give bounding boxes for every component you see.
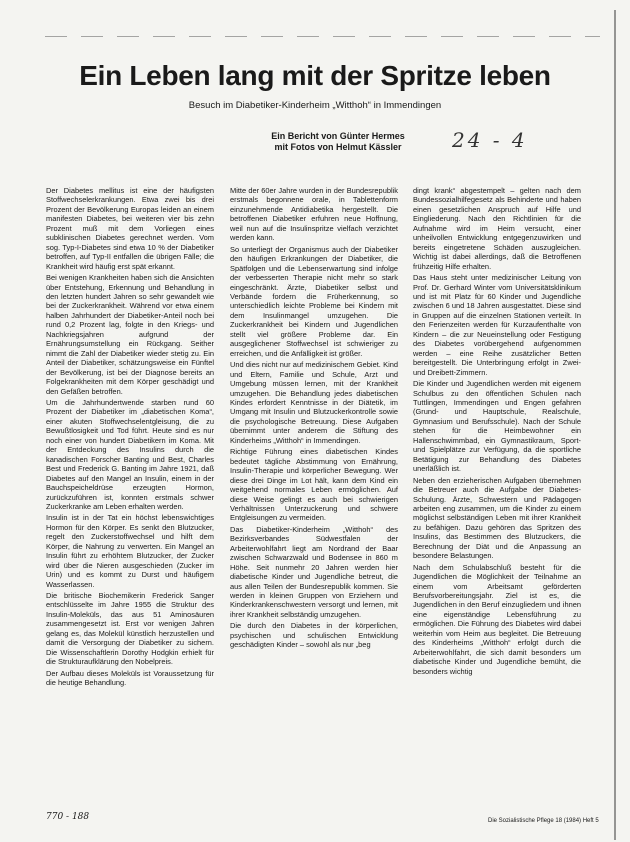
paragraph: Und dies nicht nur auf medizinischem Gebiet. Kind und Eltern, Familie und Schule, Arzt und Umgebung müssen lernen, mit der Krankheit umzugehen. Die Behandlung jedes diabetischen Kindes erfordert Kenntnisse in der Diätetik, im Umgang mit Insulin und Blutzuckerkontrolle sowie die psychologische Betreuung. Diese Aufgaben übernimmt unter anderem die Stiftung des Kinderheims „Witthoh“ in Immendingen. <box>230 360 398 445</box>
paragraph: Der Aufbau dieses Moleküls ist Voraussetzung für die heutige Behandlung. <box>46 668 214 688</box>
handwritten-note: 24 - 4 <box>452 128 528 152</box>
paragraph: Richtige Führung eines diabetischen Kindes bedeutet tägliche Abstimmung von Ernährung, Insulin-Therapie und körperlicher Bewegung. Wer diese drei Dinge im Lot hält, kann dem Kind ein weitgehend normales Leben ermöglichen. Auf diese Weise gelingt es auch bei schwierigen Verhältnissen Unterzuckerung und schwere Entgleisungen zu vermeiden. <box>230 447 398 523</box>
article-title: Ein Leben lang mit der Spritze leben <box>79 60 551 91</box>
paragraph: Die durch den Diabetes in der körperlichen, psychischen und schulischen Entwicklung geschädigten Kinder – sowohl als nur „beg <box>230 621 398 650</box>
paragraph: Um die Jahrhundertwende starben rund 60 Prozent der Diabetiker im „diabetischen Koma“, einer akuten Stoffwechselentgleisung, die zu Bewußtlosigkeit und Tod führt. Heute sind es nur noch einer von hundert Diabetikern im Koma. Mit der Entdeckung des Insulins durch die kanadischen Forscher Banting und Best, Charles Best und Frederick G. Banting im Jahre 1921, daß Diabetes auf den Mangel an Insulin, einem in der Bauchspeicheldrüse erzeugten Hormon, zurückzuführen ist, konnten erstmals schwer Zuckerkranke am Leben erhalten werden. <box>46 397 214 511</box>
paragraph: Die britische Biochemikerin Frederick Sanger entschlüsselte im Jahre 1955 die Struktur des Insulin-Moleküls, das aus 51 Aminosäuren zusammengesetzt ist. Erst vor wenigen Jahren gelang es, das Molekül künstlich herzustellen und damit die Versorgung der Diabetiker zu sichern. Die Wissenschaftlerin Dorothy Hodgkin erhielt für die Strukturaufklärung den Nobelpreis. <box>46 591 214 667</box>
paragraph: dingt krank“ abgestempelt – gelten nach dem Bundessozialhilfegesetz als Behinderte und haben einen gesetzlichen Anspruch auf Hilfe und Eingliederung. Nach den Richtlinien für die Aufnahme wird im Heim versucht, einer unheilvollen Entwicklung entgegenzuwirken und bereits eingetretene Schäden auszugleichen. Wichtig ist dabei allerdings, daß die Betroffenen frühzeitig Hilfe erhalten. <box>413 186 581 271</box>
text-column-2 <box>230 186 398 652</box>
footer-source: Die Sozialistische Pflege 18 (1984) Heft 5 <box>488 818 599 824</box>
paragraph: Bei wenigen Krankheiten haben sich die Ansichten über Entstehung, Erkennung und Behandlung in den letzten hundert Jahren so sehr gewandelt wie bei der Zuckerkrankheit. Während vor etwa einem halben Jahrhundert der Diabetiker-Anteil noch bei rund 0,2 Prozent lag, folgte in den Kriegs- und Nachkriegsjahren aufgrund der Ernährungsumstellung ein Rückgang. Seither nimmt die Zahl der Diabetiker wieder stetig zu. Ein Anteil der Diabetiker, schätzungsweise ein Fünftel der Bevölkerung, ist bei der Diagnose bereits an Folgekrankheiten mit dem Körper geschädigt und den Gefäßen betroffen. <box>46 273 214 396</box>
byline <box>248 131 428 153</box>
paragraph: Insulin ist in der Tat ein höchst lebenswichtiges Hormon für den Körper. Es senkt den Blutzucker, regelt den Zuckerstoffwechsel und hilft dem Körper, die Nahrung zu verwerten. Ein Mangel an Insulin führt zu erhöhtem Blutzucker, der Zucker wird über die Nieren ausgeschieden (Zucker im Urin) und es kommt zu Durst und häufigem Wasserlassen. <box>46 513 214 589</box>
paragraph: Die Kinder und Jugendlichen werden mit eigenem Schulbus zu den öffentlichen Schulen nach Tuttlingen, Immendingen und Engen gefahren (Grund- und Hauptschule, Realschule, Gymnasium und Berufsschule). Nach der Schule stehen für die Heimbewohner ein Hallenschwimmbad, ein Gymnastikraum, Sport- und Spielplätze zur Verfügung, da die sportliche Betätigung zur Behandlung des Diabetes unerläßlich ist. <box>413 379 581 474</box>
byline-photographer: mit Fotos von Helmut Kässler <box>274 142 402 152</box>
paragraph: Der Diabetes mellitus ist eine der häufigsten Stoffwechselerkrankungen. Etwa zwei bis drei Prozent der Bevölkerung Europas leiden an einem manifesten Diabetes, bei weiteren vier bis zehn Prozent muß mit dem Vorliegen eines subklinischen Diabetes gerechnet werden. Vom sog. Typ-I-Diabetes sind etwa 10 % der Diabetiker betroffen, auf Typ-II entfallen die übrigen Fälle; die Krankheit wird häufig erst spät erkannt. <box>46 186 214 271</box>
page-number: 770 - 188 <box>46 812 90 822</box>
article-subtitle: Besuch im Diabetiker-Kinderheim „Witthoh“ in Immendingen <box>188 100 442 111</box>
byline-author: Ein Bericht von Günter Hermes <box>271 131 405 141</box>
paragraph: Mitte der 60er Jahre wurden in der Bundesrepublik erstmals begonnene orale, in Tablettenform einzunehmende Antidiabetika hergestellt. Die betroffenen Diabetiker erfuhren neue Hoffnung, weil nun auf die Insulinspritze vielfach verzichtet werden kann. <box>230 186 398 243</box>
paragraph: Das Diabetiker-Kinderheim „Witthoh“ des Bezirksverbandes Südwestfalen der Arbeiterwohlfahrt liegt am Nordrand der Baar zwischen Schwarzwald und Bodensee in 860 m Höhe. Seit nunmehr 20 Jahren werden hier diabetische Kinder und Jugendliche betreut, die aus allen Teilen der Bundesrepublik kommen. Sie werden in kleinen Gruppen von Erziehern und Kinderkrankenschwestern versorgt und lernen, mit ihrer Krankheit selbständig umzugehen. <box>230 524 398 619</box>
text-column-1 <box>46 186 214 690</box>
paragraph: Das Haus steht unter medizinischer Leitung von Prof. Dr. Gerhard Winter vom Universitätsklinikum und ist mit Platz für 60 Kinder und Jugendliche zwischen 6 und 18 Jahren ausgestattet. Diese sind in Gruppen auf die einzelnen Stationen verteilt. In den Ferienzeiten werden für Kurzaufenthalte von Kindern – die zur Neueinstellung oder Festigung des Diabetes vorübergehend aufgenommen werden – eine Reihe zusätzlicher Betten bereitgestellt. Die Unterbringung erfolgt in Zwei- und Dreibett-Zimmern. <box>413 273 581 377</box>
page-edge <box>614 10 616 840</box>
text-column-3 <box>413 186 581 678</box>
paragraph: So unterliegt der Organismus auch der Diabetiker den häufigen Erkrankungen der Diabetiker, die Spätfolgen und die Lebenserwartung sind infolge der verbesserten Therapie nicht mehr so stark eingeschränkt. Ärzte, Diabetiker selbst und Verbände fordern die Früherkennung, so unterschiedlich leichte Probleme bei Kindern mit dem Insulinmangel umzugehen. Die Zuckerkrankheit bei Kindern und Jugendlichen stellt viel größere Probleme dar. Ein ausgeglichener Stoffwechsel ist schwieriger zu erreichen, und die Anfälligkeit ist größer. <box>230 244 398 358</box>
paragraph: Nach dem Schulabschluß besteht für die Jugendlichen die Möglichkeit der Teilnahme an einem vom Arbeitsamt geförderten Berufsvorbereitungsjahr. Ziel ist es, die Jugendlichen in den Beruf einzugliedern und ihnen eine eigenständige Lebensführung zu ermöglichen. Die Führung des Diabetes wird dabei weiterhin vom Heim aus begleitet. Die Betreuung des Kinderheims „Witthoh“ erfolgt durch die Arbeiterwohlfahrt, die sich damit besonders um diabetische Kinder und Jugendliche bemüht, die besonders wichtig <box>413 562 581 676</box>
top-divider <box>45 36 600 37</box>
paragraph: Neben den erzieherischen Aufgaben übernehmen die Betreuer auch die Aufgabe der Diabetes-Schulung. Ärzte, Schwestern und Pädagogen arbeiten eng zusammen, um die Kinder zu einem möglichst selbständigen Leben mit ihrer Krankheit zu befähigen. Dazu gehören das Spritzen des Insulins, das Bestimmen des Blutzuckers, die Berechnung der Diät und die Anpassung an besondere Belastungen. <box>413 475 581 561</box>
